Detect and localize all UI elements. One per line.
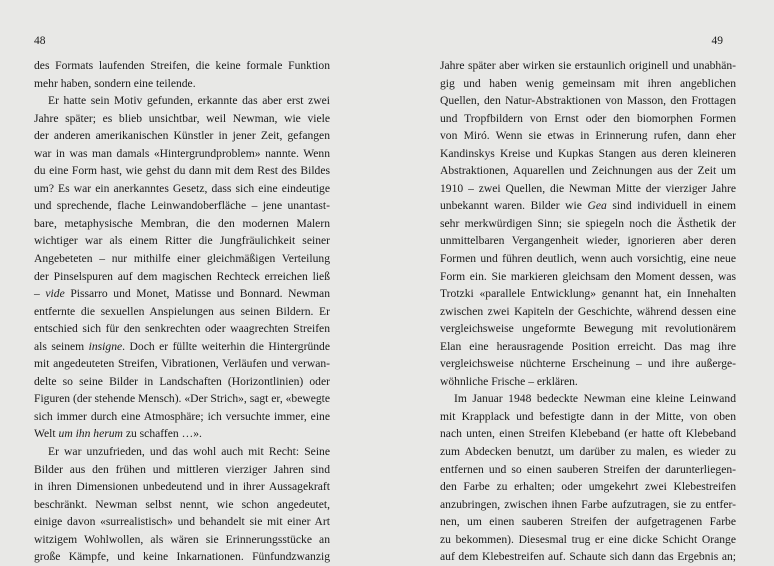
- line-text: von Miró. Wenn sie etwas in Erinnerung rufen, dann eher: [440, 129, 736, 143]
- line-text: zu schaffen …».: [122, 427, 202, 441]
- line-text: Jahre später; es blieb unsichtbar, weil Newman, wie viele: [34, 111, 330, 125]
- line-text: nen, um einen sauberen Streifen der aufgetragenen Farbe: [440, 515, 736, 529]
- line-text: wichtiger war als einem Ritter die Jungfräulichkeit seiner: [34, 234, 330, 248]
- line-text: große Kämpfe, und keine Inkarnationen. Fünfundzwanzig: [34, 550, 330, 564]
- text-line: [34, 303, 330, 321]
- line-text: und Tropfbildern von Ernst oder den biomorphen Formen: [440, 111, 736, 125]
- text-line: [34, 531, 330, 549]
- line-text: Pissarro und Monet, Matisse und Bonnard. Newman: [64, 287, 330, 301]
- line-text: sind individuell in einem: [606, 199, 736, 213]
- text-line: [34, 75, 330, 93]
- right-page-number: 49: [711, 35, 723, 47]
- text-line: [440, 127, 736, 145]
- text-line: [440, 548, 736, 566]
- line-text: mit Krapplack und befestigte dann in der Mitte, von oben: [440, 409, 736, 423]
- text-line: [440, 461, 736, 479]
- italic-text: vide: [45, 287, 65, 301]
- line-text: bare, metaphysische Membran, die den modernen Malern: [34, 216, 330, 230]
- right-page: [387, 0, 774, 566]
- line-text: mehr haben, sondern eine teilende.: [34, 76, 196, 90]
- line-text: vergleichsweise ungeformte Bewegung mit revolutionärem: [440, 322, 736, 336]
- text-line: [34, 197, 330, 215]
- text-line: [440, 197, 736, 215]
- line-text: zwischen zwei Kapiteln der Geschichte, während dessen eine: [440, 304, 736, 318]
- line-text: Kandinskys Kreise und Kupkas Stangen aus deren kleineren: [440, 146, 736, 160]
- text-line: [440, 496, 736, 514]
- line-text: der Pinselspuren auf dem magischen Rechteck erreichen ließ: [34, 269, 330, 283]
- italic-text: insigne: [88, 339, 123, 353]
- line-text: in ihren Dimensionen unbedeutend und in ihrer Aussagekraft: [34, 480, 330, 494]
- text-line: [34, 162, 330, 180]
- text-line: [440, 215, 736, 233]
- line-text: Welt: [34, 427, 59, 441]
- line-text: entfernte die sexuellen Anspielungen aus seinen Bildern. Er: [34, 304, 330, 318]
- text-line: [34, 145, 330, 163]
- text-line: [440, 303, 736, 321]
- line-text: des Formats laufenden Streifen, die keine formale Funktion: [34, 59, 330, 72]
- line-text: Angebeteten – nur mithilfe einer gleichmäßigen Verteilung: [34, 252, 330, 266]
- left-page-number: 48: [34, 35, 46, 47]
- text-line: [34, 496, 330, 514]
- line-text: Er war unzufrieden, und das wohl auch mit Recht: Seine: [48, 445, 330, 459]
- line-text: Abstraktionen, Aquarellen und Zeichnungen aus der Zeit um: [440, 164, 736, 178]
- line-text: wöhnliche Frische – erklären.: [440, 374, 578, 388]
- text-line: [440, 408, 736, 426]
- text-line: [440, 57, 736, 75]
- line-text: Figuren (der stehende Mensch). «Der Strich», sagt er, «bewegte: [34, 392, 331, 406]
- text-line: [34, 408, 330, 426]
- line-text: entfernen und so einen sauberen Streifen der darunterliegen-: [440, 462, 736, 476]
- text-line: [440, 338, 736, 356]
- line-text: auf dem Klebestreifen auf. Schaute sich dann das Ergebnis an;: [440, 550, 736, 564]
- text-line: [440, 355, 736, 373]
- text-line: [34, 355, 330, 373]
- text-line: [440, 373, 736, 391]
- text-line: [440, 320, 736, 338]
- line-text: vergleichsweise nüchterne Erscheinung – und ihre außerge-: [440, 357, 736, 371]
- text-line: [34, 373, 330, 391]
- line-text: entschied sich für den senkrechten oder waagrechten Streifen: [34, 322, 330, 336]
- text-line: [34, 338, 330, 356]
- line-text: Formen und führen deutlich, wenn auch vorsichtig, eine neue: [440, 252, 736, 266]
- text-line: [34, 478, 330, 496]
- text-line: [440, 162, 736, 180]
- text-line: [440, 180, 736, 198]
- line-text: sich immer durch eine Atmosphäre; ich versuchte immer, eine: [34, 409, 330, 423]
- line-text: als seinem: [34, 339, 89, 353]
- line-text: unmittelbaren Vergangenheit wieder, ignorieren aber deren: [440, 234, 736, 248]
- text-line: [34, 390, 330, 408]
- right-page-text: [440, 57, 736, 566]
- text-line: [440, 92, 736, 110]
- text-line: [440, 110, 736, 128]
- text-line: [34, 92, 330, 110]
- text-line: [34, 127, 330, 145]
- text-line: [440, 513, 736, 531]
- line-text: beschränkt. Newman selbst nennt, wie schon angedeutet,: [34, 497, 330, 511]
- line-text: du eine Form hast, wie gehst du dann mit dem Rest des Bildes: [34, 164, 330, 178]
- text-line: [34, 57, 330, 75]
- text-line: [34, 443, 330, 461]
- text-line: [440, 443, 736, 461]
- text-line: [440, 531, 736, 549]
- line-text: Im Januar 1948 bedeckte Newman eine kleine Leinwand: [454, 392, 736, 406]
- text-line: [440, 425, 736, 443]
- line-text: zu bekommen). Diesesmal trug er eine dicke Schicht Orange: [440, 532, 736, 546]
- text-line: [440, 75, 736, 93]
- text-line: [440, 390, 736, 408]
- text-line: [34, 320, 330, 338]
- line-text: anzubringen, zwischen ihnen Farbe aufzutragen, sie zu entfer-: [440, 497, 736, 511]
- line-text: einige davon «surrealistisch» und behandelt sie mit einer Art: [34, 515, 330, 529]
- line-text: Jahre später aber wirken sie erstaunlich originell und unabhän-: [440, 59, 736, 72]
- line-text: den Farbe zu erhalten; oder umgekehrt zwei Klebestreifen: [440, 480, 736, 494]
- text-line: [34, 250, 330, 268]
- line-text: –: [34, 287, 46, 301]
- text-line: [440, 268, 736, 286]
- text-line: [34, 110, 330, 128]
- line-text: Quellen, den Natur-Abstraktionen von Masson, den Frottagen: [440, 94, 736, 108]
- text-line: [34, 425, 330, 443]
- line-text: nach unten, einen Streifen Klebeband (er hatte oft Klebeband: [440, 427, 736, 441]
- line-text: Elan eine herausragende Position erreicht. Das mag ihre: [440, 339, 736, 353]
- line-text: Er hatte sein Motiv gefunden, erkannte das aber erst zwei: [48, 94, 330, 108]
- text-line: [34, 268, 330, 286]
- text-line: [34, 461, 330, 479]
- text-line: [440, 478, 736, 496]
- line-text: mit angedeuteten Streifen, Vibrationen, Verläufen und verwan-: [34, 357, 330, 371]
- line-text: war in was man damals «Hintergrundproblem» nannte. Wenn: [34, 146, 330, 160]
- line-text: Trotzki «parallele Entwicklung» genannt hat, ein Innehalten: [440, 287, 736, 301]
- line-text: Form ein. Sie markieren gleichsam den Moment dessen, was: [440, 269, 736, 283]
- text-line: [440, 285, 736, 303]
- left-page-text: [34, 57, 330, 566]
- line-text: sehr merkwürdigen Sinn; sie spiegeln noch die Ästhetik der: [440, 216, 736, 230]
- line-text: . Doch er füllte weiterhin die Hintergründe: [122, 339, 330, 353]
- line-text: zum Abdecken benutzt, um darüber zu malen, es wieder zu: [440, 445, 736, 459]
- line-text: gig und haben wenig gemeinsam mit ihren angeblichen: [440, 76, 736, 90]
- text-line: [34, 215, 330, 233]
- line-text: unbekannt waren. Bilder wie: [440, 199, 588, 213]
- line-text: Bilder aus den frühen und mittleren vierziger Jahren sind: [34, 462, 330, 476]
- text-line: [34, 180, 330, 198]
- italic-text: Gea: [587, 199, 607, 213]
- line-text: der anderen amerikanischen Künstler in jener Zeit, gefangen: [34, 129, 330, 143]
- text-line: [440, 232, 736, 250]
- italic-text: um ihn herum: [58, 427, 123, 441]
- text-line: [440, 250, 736, 268]
- line-text: witzigem Wohlwollen, als wären sie Erinnerungsstücke an: [34, 532, 330, 546]
- text-line: [34, 548, 330, 566]
- text-line: [34, 232, 330, 250]
- text-line: [34, 513, 330, 531]
- line-text: delte so seine Bilder in Landschaften (Horizontlinien) oder: [34, 374, 330, 388]
- line-text: und sprechende, flache Leinwandoberfläche – jene unantast-: [34, 199, 330, 213]
- text-line: [34, 285, 330, 303]
- line-text: um? Es war ein anerkanntes Gesetz, dass sich eine eindeutige: [34, 181, 330, 195]
- text-line: [440, 145, 736, 163]
- line-text: 1910 – zwei Quellen, die Newman Mitte der vierziger Jahre: [440, 181, 736, 195]
